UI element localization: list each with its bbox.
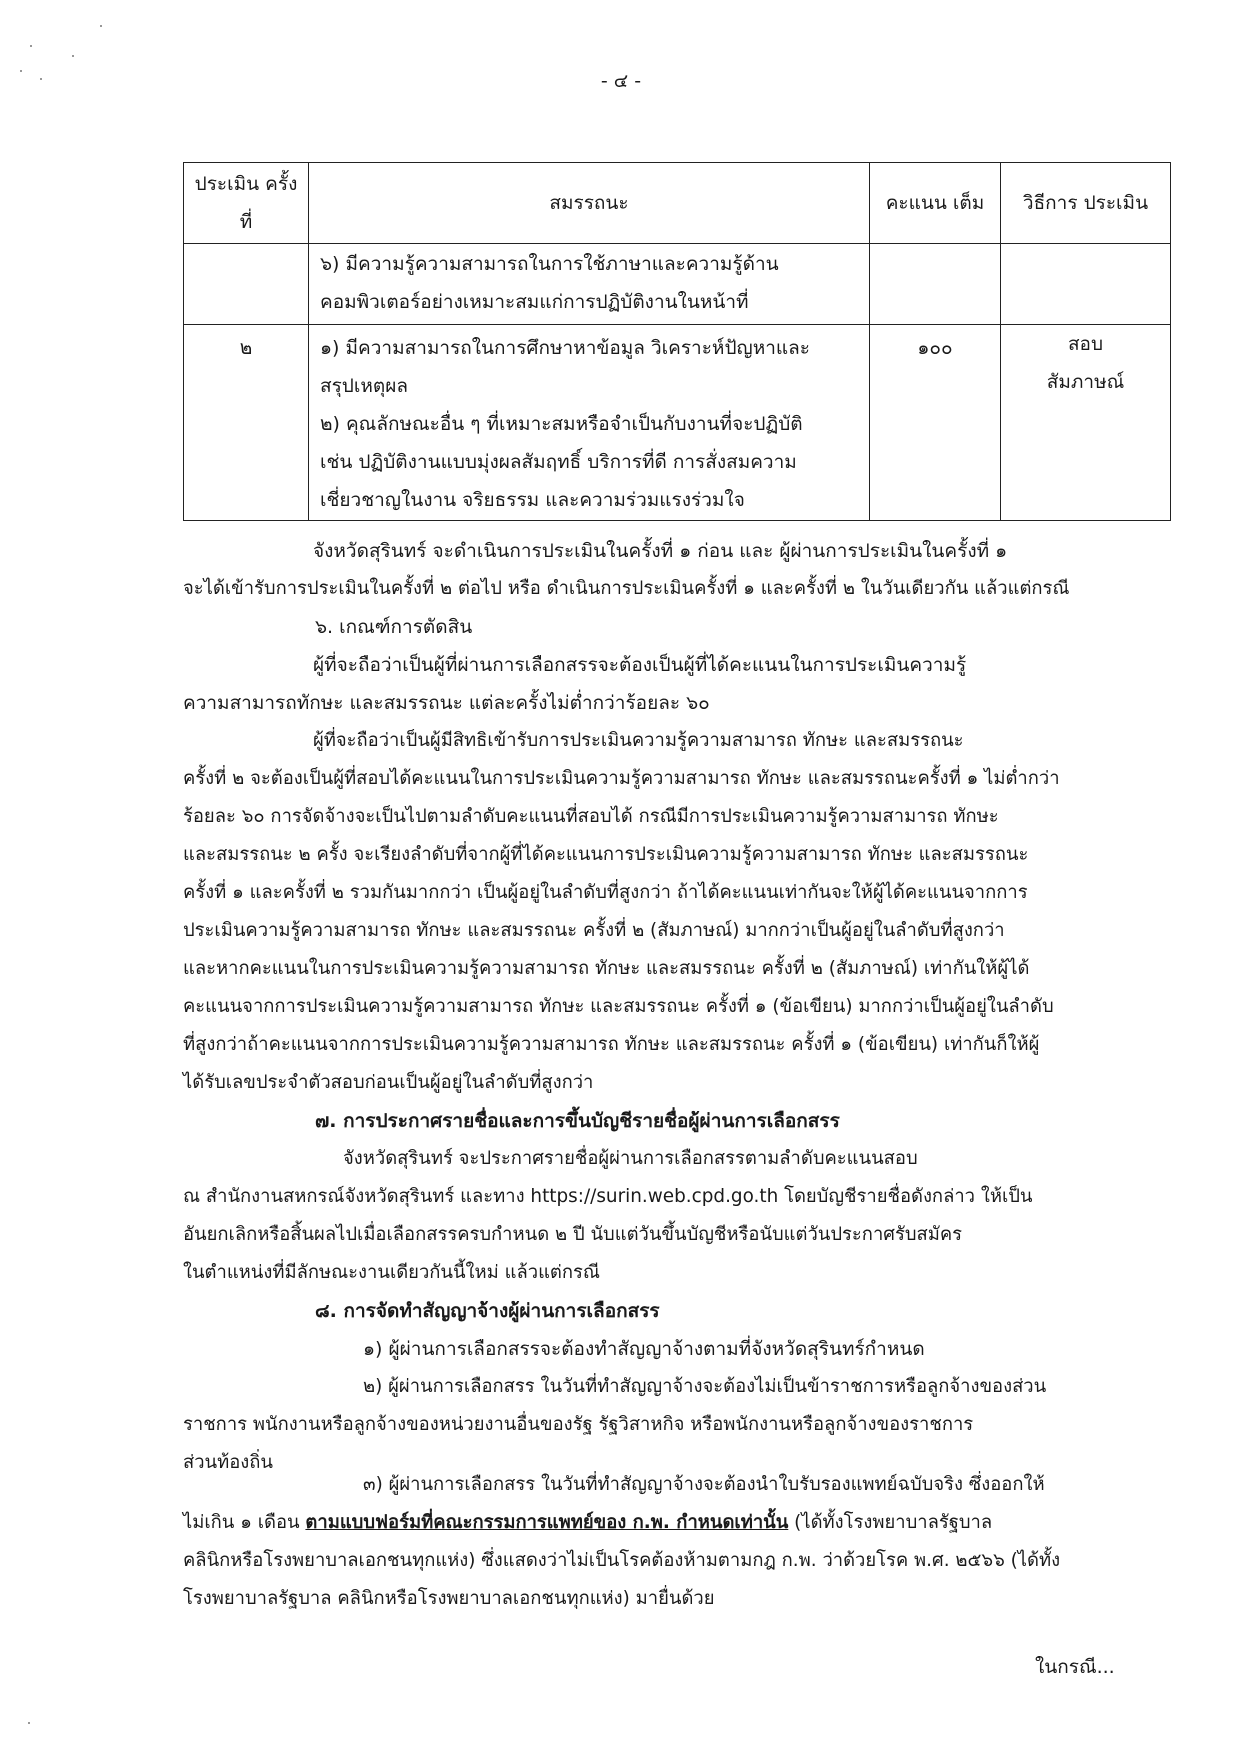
text-line: คลินิกหรือโรงพยาบาลเอกชนทุกแห่ง) ซึ่งแสดงว่าไม่เป็นโรคต้องห้ามตามกฎ ก.พ. ว่าด้วยโรค พ.ศ. ๒๕๖๖ (ได้ทั้ง (183, 1550, 1061, 1571)
section-heading-8: ๘. การจัดทำสัญญาจ้างผู้ผ่านการเลือกสรร (315, 1300, 660, 1322)
text-line: จังหวัดสุรินทร์ จะดำเนินการประเมินในครั้งที่ ๑ ก่อน และ ผู้ผ่านการประเมินในครั้งที่ ๑ (313, 540, 1008, 562)
text-line: ส่วนท้องถิ่น (183, 1452, 273, 1473)
header-round: ประเมิน ครั้งที่ (184, 163, 309, 244)
text-line: ๓) ผู้ผ่านการเลือกสรร ในวันที่ทำสัญญาจ้างจะต้องนำใบรับรองแพทย์ฉบับจริง ซึ่งออกให้ (363, 1474, 1045, 1495)
competency-line: ๑) มีความสามารถในการศึกษาหาข้อมูล วิเคราะห์ปัญหาและ (320, 337, 810, 359)
competency-line: เชี่ยวชาญในงาน จริยธรรม และความร่วมแรงร่วมใจ (320, 489, 745, 511)
paragraph-contract-2 (183, 1368, 1118, 1482)
text-line: และหากคะแนนในการประเมินความรู้ความสามารถ ทักษะ และสมรรถนะ ครั้งที่ ๒ (สัมภาษณ์) เท่ากันให้ผู้ได้ (183, 958, 1030, 979)
text-line: โรงพยาบาลรัฐบาล คลินิกหรือโรงพยาบาลเอกชนทุกแห่ง) มายื่นด้วย (183, 1588, 715, 1609)
text-line: และสมรรถนะ ๒ ครั้ง จะเรียงลำดับที่จากผู้ที่ได้คะแนนการประเมินความรู้ความสามารถ ทักษะ และสมรรถนะ (183, 844, 1029, 865)
text-line: ร้อยละ ๖๐ การจัดจ้างจะเป็นไปตามลำดับคะแนนที่สอบได้ กรณีมีการประเมินความรู้ความสามารถ ทักษะ (183, 806, 999, 827)
text-line: คะแนนจากการประเมินความรู้ความสามารถ ทักษะ และสมรรถนะ ครั้งที่ ๑ (ข้อเขียน) มากกว่าเป็นผู้อยู่ในลำดับ (183, 996, 1054, 1017)
text-line: ๑) ผู้ผ่านการเลือกสรรจะต้องทำสัญญาจ้างตามที่จังหวัดสุรินทร์กำหนด (363, 1338, 925, 1360)
text-line: ผู้ที่จะถือว่าเป็นผู้มีสิทธิเข้ารับการประเมินความรู้ความสามารถ ทักษะ และสมรรถนะ (313, 730, 964, 751)
scan-speck (28, 1722, 30, 1724)
underlined-requirement: ตามแบบฟอร์มที่คณะกรรมการแพทย์ของ ก.พ. กำหนดเท่านั้น (305, 1512, 789, 1533)
text-segment: ไม่เกิน ๑ เดือน (183, 1512, 306, 1533)
section-heading-7: ๗. การประกาศรายชื่อและการขึ้นบัญชีรายชื่อผู้ผ่านการเลือกสรร (315, 1110, 840, 1132)
text-line: ครั้งที่ ๑ และครั้งที่ ๒ รวมกันมากกว่า เป็นผู้อยู่ในลำดับที่สูงกว่า ถ้าได้คะแนนเท่ากันจะให้ผู้ได้คะแนนจากการ (183, 882, 1028, 903)
cell-method (1001, 244, 1171, 325)
competency-line: คอมพิวเตอร์อย่างเหมาะสมแก่การปฏิบัติงานในหน้าที่ (320, 291, 749, 313)
paragraph-announcement (183, 1140, 1118, 1292)
header-competency: สมรรถนะ (309, 163, 870, 244)
text-line: ราชการ พนักงานหรือลูกจ้างของหน่วยงานอื่นของรัฐ รัฐวิสาหกิจ หรือพนักงานหรือลูกจ้างของราชการ (183, 1414, 974, 1435)
scan-speck (100, 25, 102, 27)
cell-competency (309, 244, 870, 325)
cell-competency (309, 325, 870, 521)
text-line: ความสามารถทักษะ และสมรรถนะ แต่ละครั้งไม่ต่ำกว่าร้อยละ ๖๐ (183, 692, 710, 714)
table-row (184, 325, 1171, 521)
table-header-row (184, 163, 1171, 244)
text-line: ในตำแหน่งที่มีลักษณะงานเดียวกันนี้ใหม่ แล้วแต่กรณี (183, 1262, 600, 1283)
cell-full-score: ๑๐๐ (870, 325, 1001, 521)
text-line: จะได้เข้ารับการประเมินในครั้งที่ ๒ ต่อไป หรือ ดำเนินการประเมินครั้งที่ ๑ และครั้งที่ ๒ ในวันเดียวกัน แล้วแต่กรณี (183, 578, 1070, 599)
text-line: ประเมินความรู้ความสามารถ ทักษะ และสมรรถนะ ครั้งที่ ๒ (สัมภาษณ์) มากกว่าเป็นผู้อยู่ในลำดับที่สูงกว่า (183, 920, 1005, 941)
text-line: ณ สำนักงานสหกรณ์จังหวัดสุรินทร์ และทาง https://surin.web.cpd.go.th โดยบัญชีรายชื่อดังกล่าว ให้เป็น (183, 1186, 1033, 1207)
header-method: วิธีการ ประเมิน (1001, 163, 1171, 244)
text-line: ผู้ที่จะถือว่าเป็นผู้ที่ผ่านการเลือกสรรจะต้องเป็นผู้ที่ได้คะแนนในการประเมินความรู้ (313, 654, 967, 676)
text-segment: (ได้ทั้งโรงพยาบาลรัฐบาล (788, 1512, 993, 1533)
cell-method: สอบ สัมภาษณ์ (1001, 325, 1171, 521)
competency-line: สรุปเหตุผล (320, 375, 408, 397)
scan-speck (72, 55, 74, 57)
text-line: จังหวัดสุรินทร์ จะประกาศรายชื่อผู้ผ่านการเลือกสรรตามลำดับคะแนนสอบ (343, 1148, 918, 1169)
competency-line: เช่น ปฏิบัติงานแบบมุ่งผลสัมฤทธิ์ บริการที่ดี การสั่งสมความ (320, 451, 797, 473)
table-row (184, 244, 1171, 325)
cell-full-score (870, 244, 1001, 325)
paragraph-contract-1 (183, 1330, 1118, 1368)
header-full-score: คะแนน เต็ม (870, 163, 1001, 244)
competency-line: ๒) คุณลักษณะอื่น ๆ ที่เหมาะสมหรือจำเป็นกับงานที่จะปฏิบัติ (320, 413, 803, 435)
text-line: ที่สูงกว่าถ้าคะแนนจากการประเมินความรู้ความสามารถ ทักษะ และสมรรถนะ ครั้งที่ ๑ (ข้อเขียน) เท่ากันก็ให้ผู้ (183, 1034, 1040, 1055)
text-line (183, 1504, 1118, 1542)
text-line: ๒) ผู้ผ่านการเลือกสรร ในวันที่ทำสัญญาจ้างจะต้องไม่เป็นข้าราชการหรือลูกจ้างของส่วน (363, 1376, 1047, 1397)
text-line: ครั้งที่ ๒ จะต้องเป็นผู้ที่สอบได้คะแนนในการประเมินความรู้ความสามารถ ทักษะ และสมรรถนะครั้งที่ ๑ ไม่ต่ำกว่า (183, 768, 1060, 789)
paragraph-pass-criteria (183, 646, 1118, 722)
text-line: ได้รับเลขประจำตัวสอบก่อนเป็นผู้อยู่ในลำดับที่สูงกว่า (183, 1072, 594, 1093)
cell-round (184, 244, 309, 325)
section-heading-6: ๖. เกณฑ์การตัดสิน (315, 616, 473, 638)
paragraph-ranking-rules (183, 722, 1118, 1102)
competency-line: ๖) มีความรู้ความสามารถในการใช้ภาษาและความรู้ด้าน (320, 253, 779, 275)
paragraph-evaluation-order (183, 532, 1118, 608)
assessment-table (183, 162, 1171, 521)
cell-round: ๒ (184, 325, 309, 521)
scan-speck (30, 45, 32, 47)
page-number: - ๔ - (600, 70, 642, 92)
text-line: อันยกเลิกหรือสิ้นผลไปเมื่อเลือกสรรครบกำหนด ๒ ปี นับแต่วันขึ้นบัญชีหรือนับแต่วันประกาศรับสมัคร (183, 1224, 963, 1245)
continuation-marker: ในกรณี... (1035, 1656, 1115, 1678)
paragraph-contract-3 (183, 1466, 1118, 1618)
